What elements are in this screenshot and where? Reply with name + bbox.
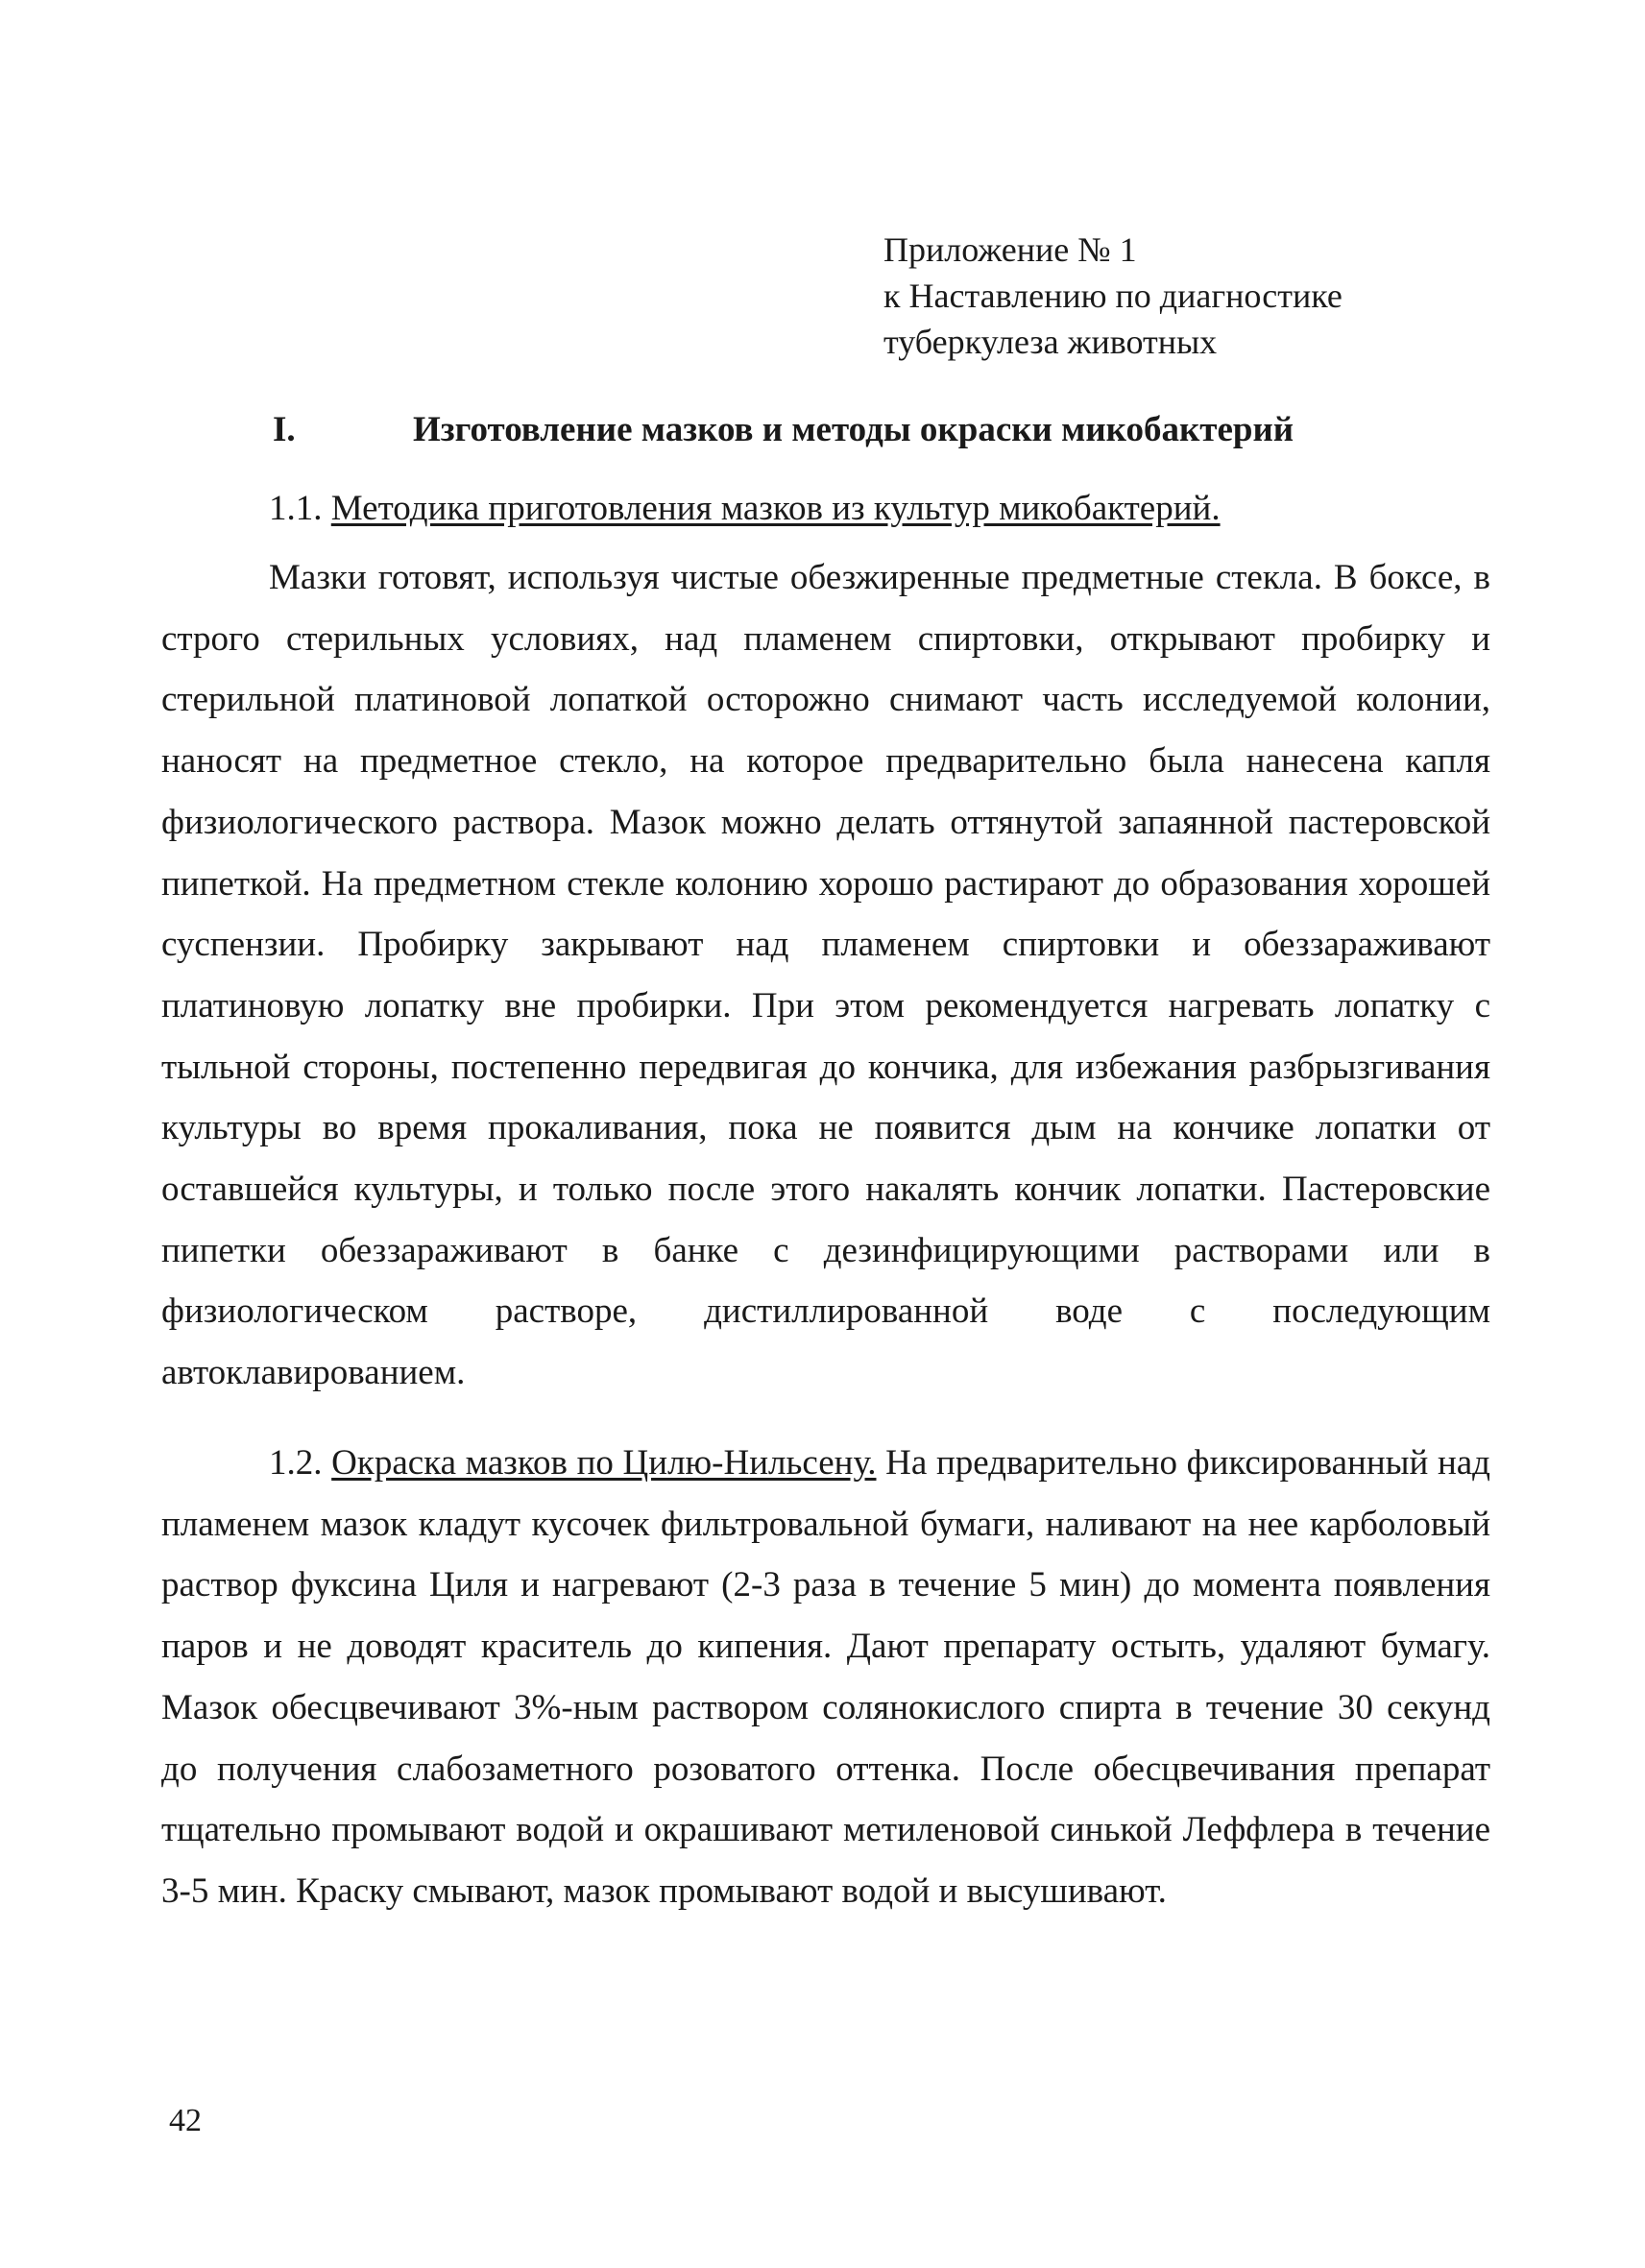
subsection-1-heading <box>269 488 1221 529</box>
paragraph-smear-preparation: Мазки готовят, используя чистые обезжиренные предметные стекла. В боксе, в строго стерильных условиях, над пламенем спиртовки, открывают пробирку и стерильной платиновой лопаткой осторожно снимают часть исследуемой колонии, наносят на предметное стекло, на которое предварительно была нанесена капля физиологического раствора. Мазок можно делать оттянутой запаянной пастеровской пипеткой. На предметном стекле колонию хорошо растирают до образования хорошей суспензии. Пробирку закрывают над пламенем спиртовки и обеззараживают платиновую лопатку вне пробирки. При этом рекомендуется нагревать лопатку с тыльной стороны, постепенно передвигая до кончика, для избежания разбрызгивания культуры во время прокаливания, пока не появится дым на кончике лопатки от оставшейся культуры, и только после этого накалять кончик лопатки. Пастеровские пипетки обеззараживают в банке с дезинфицирующими растворами или в физиологическом растворе, дистиллированной воде с последующим автоклавированием. <box>161 558 1490 1393</box>
section-heading <box>273 409 1294 450</box>
appendix-subject: туберкулеза животных <box>883 323 1218 361</box>
section-title: Изготовление мазков и методы окраски микобактерий <box>413 410 1294 449</box>
appendix-reference: к Наставлению по диагностике <box>883 277 1343 315</box>
subsection-2-number: 1.2. <box>269 1443 323 1483</box>
subsection-1-number: 1.1. <box>269 489 323 528</box>
subsection-1-title: Методика приготовления мазков из культур микобактерий. <box>330 489 1221 528</box>
subsection-2-text: На предварительно фиксированный над пламенем мазок кладут кусочек фильтровальной бумаги, наливают на нее карболовый раствор фуксина Циля и нагревают (2-3 раза в течение 5 мин) до момента появления паров и не доводят краситель до кипения. Дают препарату остыть, удаляют бумагу. Мазок обесцвечивают 3%-ным раствором солянокислого спирта в течение 30 секунд до получения слабозаметного розоватого оттенка. После обесцвечивания препарат тщательно промывают водой и окрашивают метиленовой синькой Леффлера в течение 3-5 мин. Краску смывают, мазок промывают водой и высушивают. <box>161 1443 1491 1911</box>
paragraph-ziehl-neelsen <box>161 1433 1490 1922</box>
page-number: 42 <box>169 2103 202 2138</box>
appendix-header <box>883 227 1343 365</box>
appendix-title: Приложение № 1 <box>883 230 1137 269</box>
subsection-2-title: Окраска мазков по Цилю-Нильсену. <box>331 1443 877 1483</box>
section-number: I. <box>273 410 296 449</box>
